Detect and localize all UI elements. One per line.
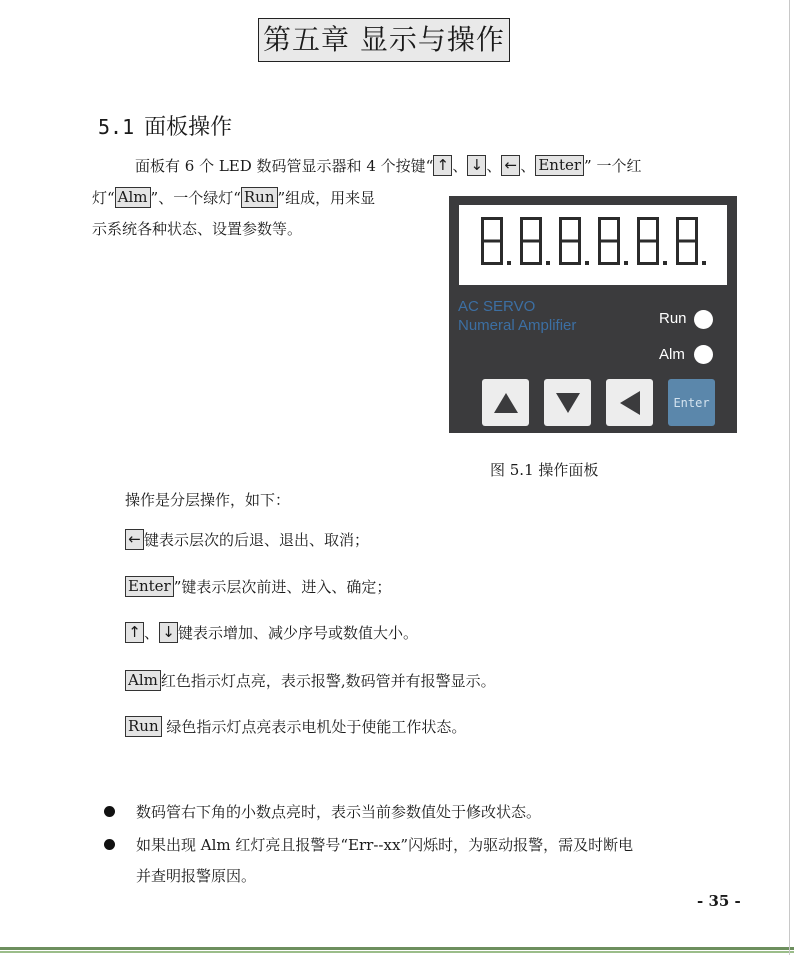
intro-text-e: ”组成，用来显 — [277, 189, 376, 207]
run-led-indicator — [694, 310, 713, 329]
led-digit — [481, 217, 511, 265]
panel-down-button — [544, 379, 591, 426]
key-down-box: ↓ — [159, 622, 178, 643]
separator: 、 — [452, 157, 468, 175]
intro-text-a: 面板有 6 个 LED 数码管显示器和 4 个按键“ — [135, 157, 434, 175]
run-led-label: Run — [659, 310, 687, 327]
panel-brand-line-1: AC SERVO — [458, 298, 536, 315]
triangle-left-icon — [619, 390, 641, 416]
decimal-point — [507, 261, 511, 265]
seven-segment-digits — [459, 205, 727, 285]
decimal-point — [663, 261, 667, 265]
key-up-box: ↑ — [125, 622, 144, 643]
footer-rule-light — [0, 951, 794, 953]
ops-run-text: 绿色指示灯点亮表示电机处于使能工作状态。 — [161, 718, 467, 736]
footer-rule — [0, 947, 794, 950]
ops-enter-row — [125, 575, 391, 599]
ops-back-text: 键表示层次的后退、退出、取消； — [144, 531, 370, 549]
led-digit — [598, 217, 628, 265]
decimal-point — [585, 261, 589, 265]
ops-back-row — [125, 528, 369, 552]
intro-line-1 — [135, 154, 641, 178]
led-digit — [676, 217, 706, 265]
triangle-down-icon — [555, 392, 581, 414]
panel-brand-line-2: Numeral Amplifier — [458, 317, 577, 334]
panel-back-button — [606, 379, 653, 426]
page-number: - 35 - — [697, 892, 741, 910]
intro-text-d: ”、一个绿灯“ — [150, 189, 241, 207]
section-title: 面板操作 — [144, 115, 233, 140]
decimal-point — [546, 261, 550, 265]
key-down-box: ↓ — [467, 155, 486, 176]
triangle-up-icon — [493, 392, 519, 414]
key-back-box: ← — [501, 155, 520, 176]
decimal-point — [702, 261, 706, 265]
panel-enter-button: Enter — [668, 379, 715, 426]
panel-up-button — [482, 379, 529, 426]
separator: 、 — [144, 624, 160, 642]
section-heading — [98, 112, 232, 143]
led-digit — [520, 217, 550, 265]
bullet-1: 数码管右下角的小数点亮时，表示当前参数值处于修改状态。 — [136, 803, 542, 821]
separator: 、 — [520, 157, 536, 175]
decimal-point — [624, 261, 628, 265]
key-enter-box: Enter — [125, 576, 174, 597]
ops-updown-row — [125, 621, 418, 645]
key-enter-box: Enter — [535, 155, 584, 176]
intro-line-3: 示系统各种状态、设置参数等。 — [92, 220, 303, 238]
key-back-box: ← — [125, 529, 144, 550]
ops-updown-text: 键表示增加、减少序号或数值大小。 — [178, 624, 419, 642]
led-digit — [559, 217, 589, 265]
section-number: 5.1 — [98, 115, 135, 139]
bullet-dot — [104, 839, 115, 850]
key-run-box: Run — [125, 716, 162, 737]
chapter-title: 第五章 显示与操作 — [258, 18, 510, 62]
led-digit — [637, 217, 667, 265]
separator: 、 — [486, 157, 502, 175]
operation-panel-figure — [449, 196, 737, 433]
alm-led-label: Alm — [659, 346, 685, 363]
key-up-box: ↑ — [433, 155, 452, 176]
ops-alm-text: 红色指示灯点亮，表示报警,数码管并有报警显示。 — [160, 672, 496, 690]
page-edge — [789, 0, 790, 955]
intro-line-2 — [92, 186, 375, 210]
key-alm-box: Alm — [125, 670, 161, 691]
intro-text-b: ” 一个红 — [584, 157, 642, 175]
bullet-dot — [104, 806, 115, 817]
intro-text-c: 灯“ — [92, 189, 115, 207]
key-alm-box: Alm — [115, 187, 151, 208]
ops-enter-text: ”键表示层次前进、进入、确定； — [173, 578, 392, 596]
ops-alm-row — [125, 669, 496, 693]
bullet-2-line-1: 如果出现 Alm 红灯亮且报警号“Err--xx”闪烁时，为驱动报警，需及时断电 — [136, 836, 634, 854]
led-display — [459, 205, 727, 285]
figure-caption: 图 5.1 操作面板 — [490, 461, 599, 479]
bullet-2-line-2: 并查明报警原因。 — [136, 867, 257, 885]
alm-led-indicator — [694, 345, 713, 364]
ops-intro: 操作是分层操作，如下： — [125, 491, 291, 509]
key-run-box: Run — [241, 187, 278, 208]
ops-run-row — [125, 715, 466, 739]
